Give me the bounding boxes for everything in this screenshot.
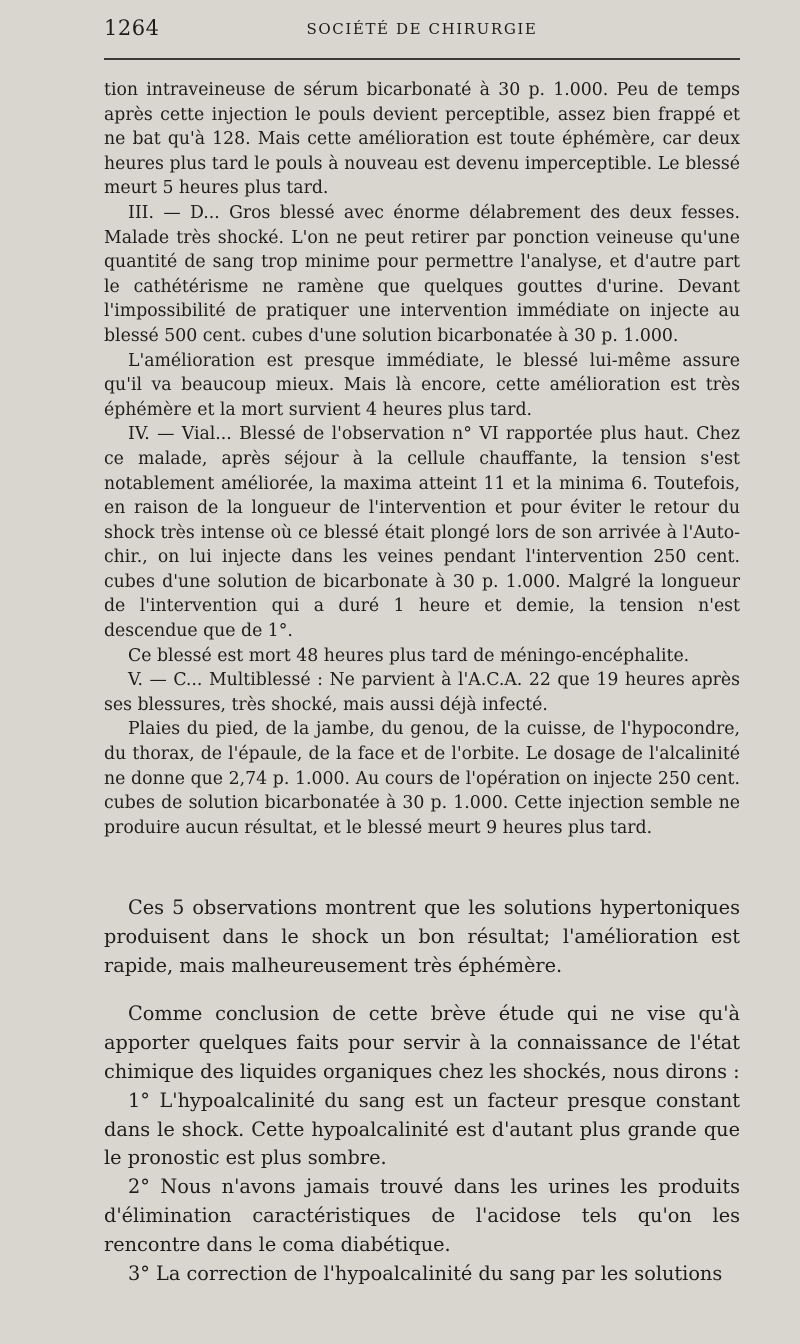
paragraph-wounds-v: Plaies du pied, de la jambe, du genou, de la cuisse, de l'hypocondre, du thorax, de l'épaule, de la face et de l'orbite. Le dosage de l'alcalinité ne donne que 2,74 p. 1.000. Au cours de l'opération on injecte 250 cent. cubes de solution bicarbonatée à 30 p. 1.000. Cette injection semble ne produire aucun résultat, et le blessé meurt 9 heures plus tard. (104, 719, 740, 838)
running-head: SOCIÉTÉ DE CHIRURGIE (306, 20, 538, 38)
paragraph-observation-iv: IV. — Vial... Blessé de l'observation n° VI rapportée plus haut. Chez ce malade, après séjour à la cellule chauffante, la tension s'est notablement améliorée, la maxima atteint 11 et la minima 6. Toutefois, en raison de la longueur de l'intervention et pour éviter le retour du shock très intense où ce blessé était plongé lors de son arrivée à l'Auto-chir., on lui injecte dans les veines pendant l'intervention 250 cent. cubes d'une solution de bicarbonate à 30 p. 1.000. Malgré la longueur de l'intervention qui a duré 1 heure et demie, la tension n'est descendue que de 1°. (104, 424, 740, 642)
paragraph-amelioration: L'amélioration est presque immédiate, le blessé lui-même assure qu'il va beaucoup mieux. Mais là encore, cette amélioration est très éphémère et la mort survient 4 heures plus tard. (104, 350, 740, 420)
paragraph-summary: Ces 5 observations montrent que les solutions hypertoniques produisent dans le shock un bon résultat; l'amélioration est rapide, mais malheureusement très éphémère. (104, 896, 740, 977)
paragraph-death-iv: Ce blessé est mort 48 heures plus tard de méningo-encéphalite. (128, 645, 690, 666)
observations-text (104, 78, 740, 840)
paragraph-conclusion-intro: Comme conclusion de cette brève étude qui ne vise qu'à apporter quelques faits pour servir à la connaissance de l'état chimique des liquides organiques chez les shockés, nous dirons : (104, 1002, 740, 1083)
conclusion-text (104, 894, 740, 1288)
paragraph-conclusion-3: 3° La correction de l'hypoalcalinité du sang par les solutions (128, 1261, 723, 1285)
paragraph-observation-iii: III. — D... Gros blessé avec énorme délabrement des deux fesses. Malade très shocké. L'on ne peut retirer par ponction veineuse qu'une quantité de sang trop minime pour permettre l'analyse, et d'autre part le cathétérisme ne ramène que quelques gouttes d'urine. Devant l'impossibilité de pratiquer une intervention immédiate on injecte au blessé 500 cent. cubes d'une solution bicarbonatée à 30 p. 1.000. (104, 202, 740, 346)
paragraph-conclusion-1: 1° L'hypoalcalinité du sang est un facteur presque constant dans le shock. Cette hypoalcalinité est d'autant plus grande que le pronostic est plus sombre. (104, 1088, 740, 1170)
page-number: 1264 (104, 16, 160, 40)
paragraph-observation-v: V. — C... Multiblessé : Ne parvient à l'A.C.A. 22 que 19 heures après ses blessures, très shocké, mais aussi déjà infecté. (104, 670, 740, 715)
paragraph-conclusion-2: 2° Nous n'avons jamais trouvé dans les urines les produits d'élimination caractéristiques de l'acidose tels qu'on les rencontre dans le coma diabétique. (104, 1175, 740, 1256)
paragraph-continuation: tion intraveineuse de sérum bicarbonaté à 30 p. 1.000. Peu de temps après cette injection le pouls devient perceptible, assez bien frappé et ne bat qu'à 128. Mais cette amélioration est toute éphémère, car deux heures plus tard le pouls à nouveau est devenu imperceptible. Le blessé meurt 5 heures plus tard. (104, 80, 740, 199)
page-header (104, 16, 740, 46)
header-rule (104, 58, 740, 60)
